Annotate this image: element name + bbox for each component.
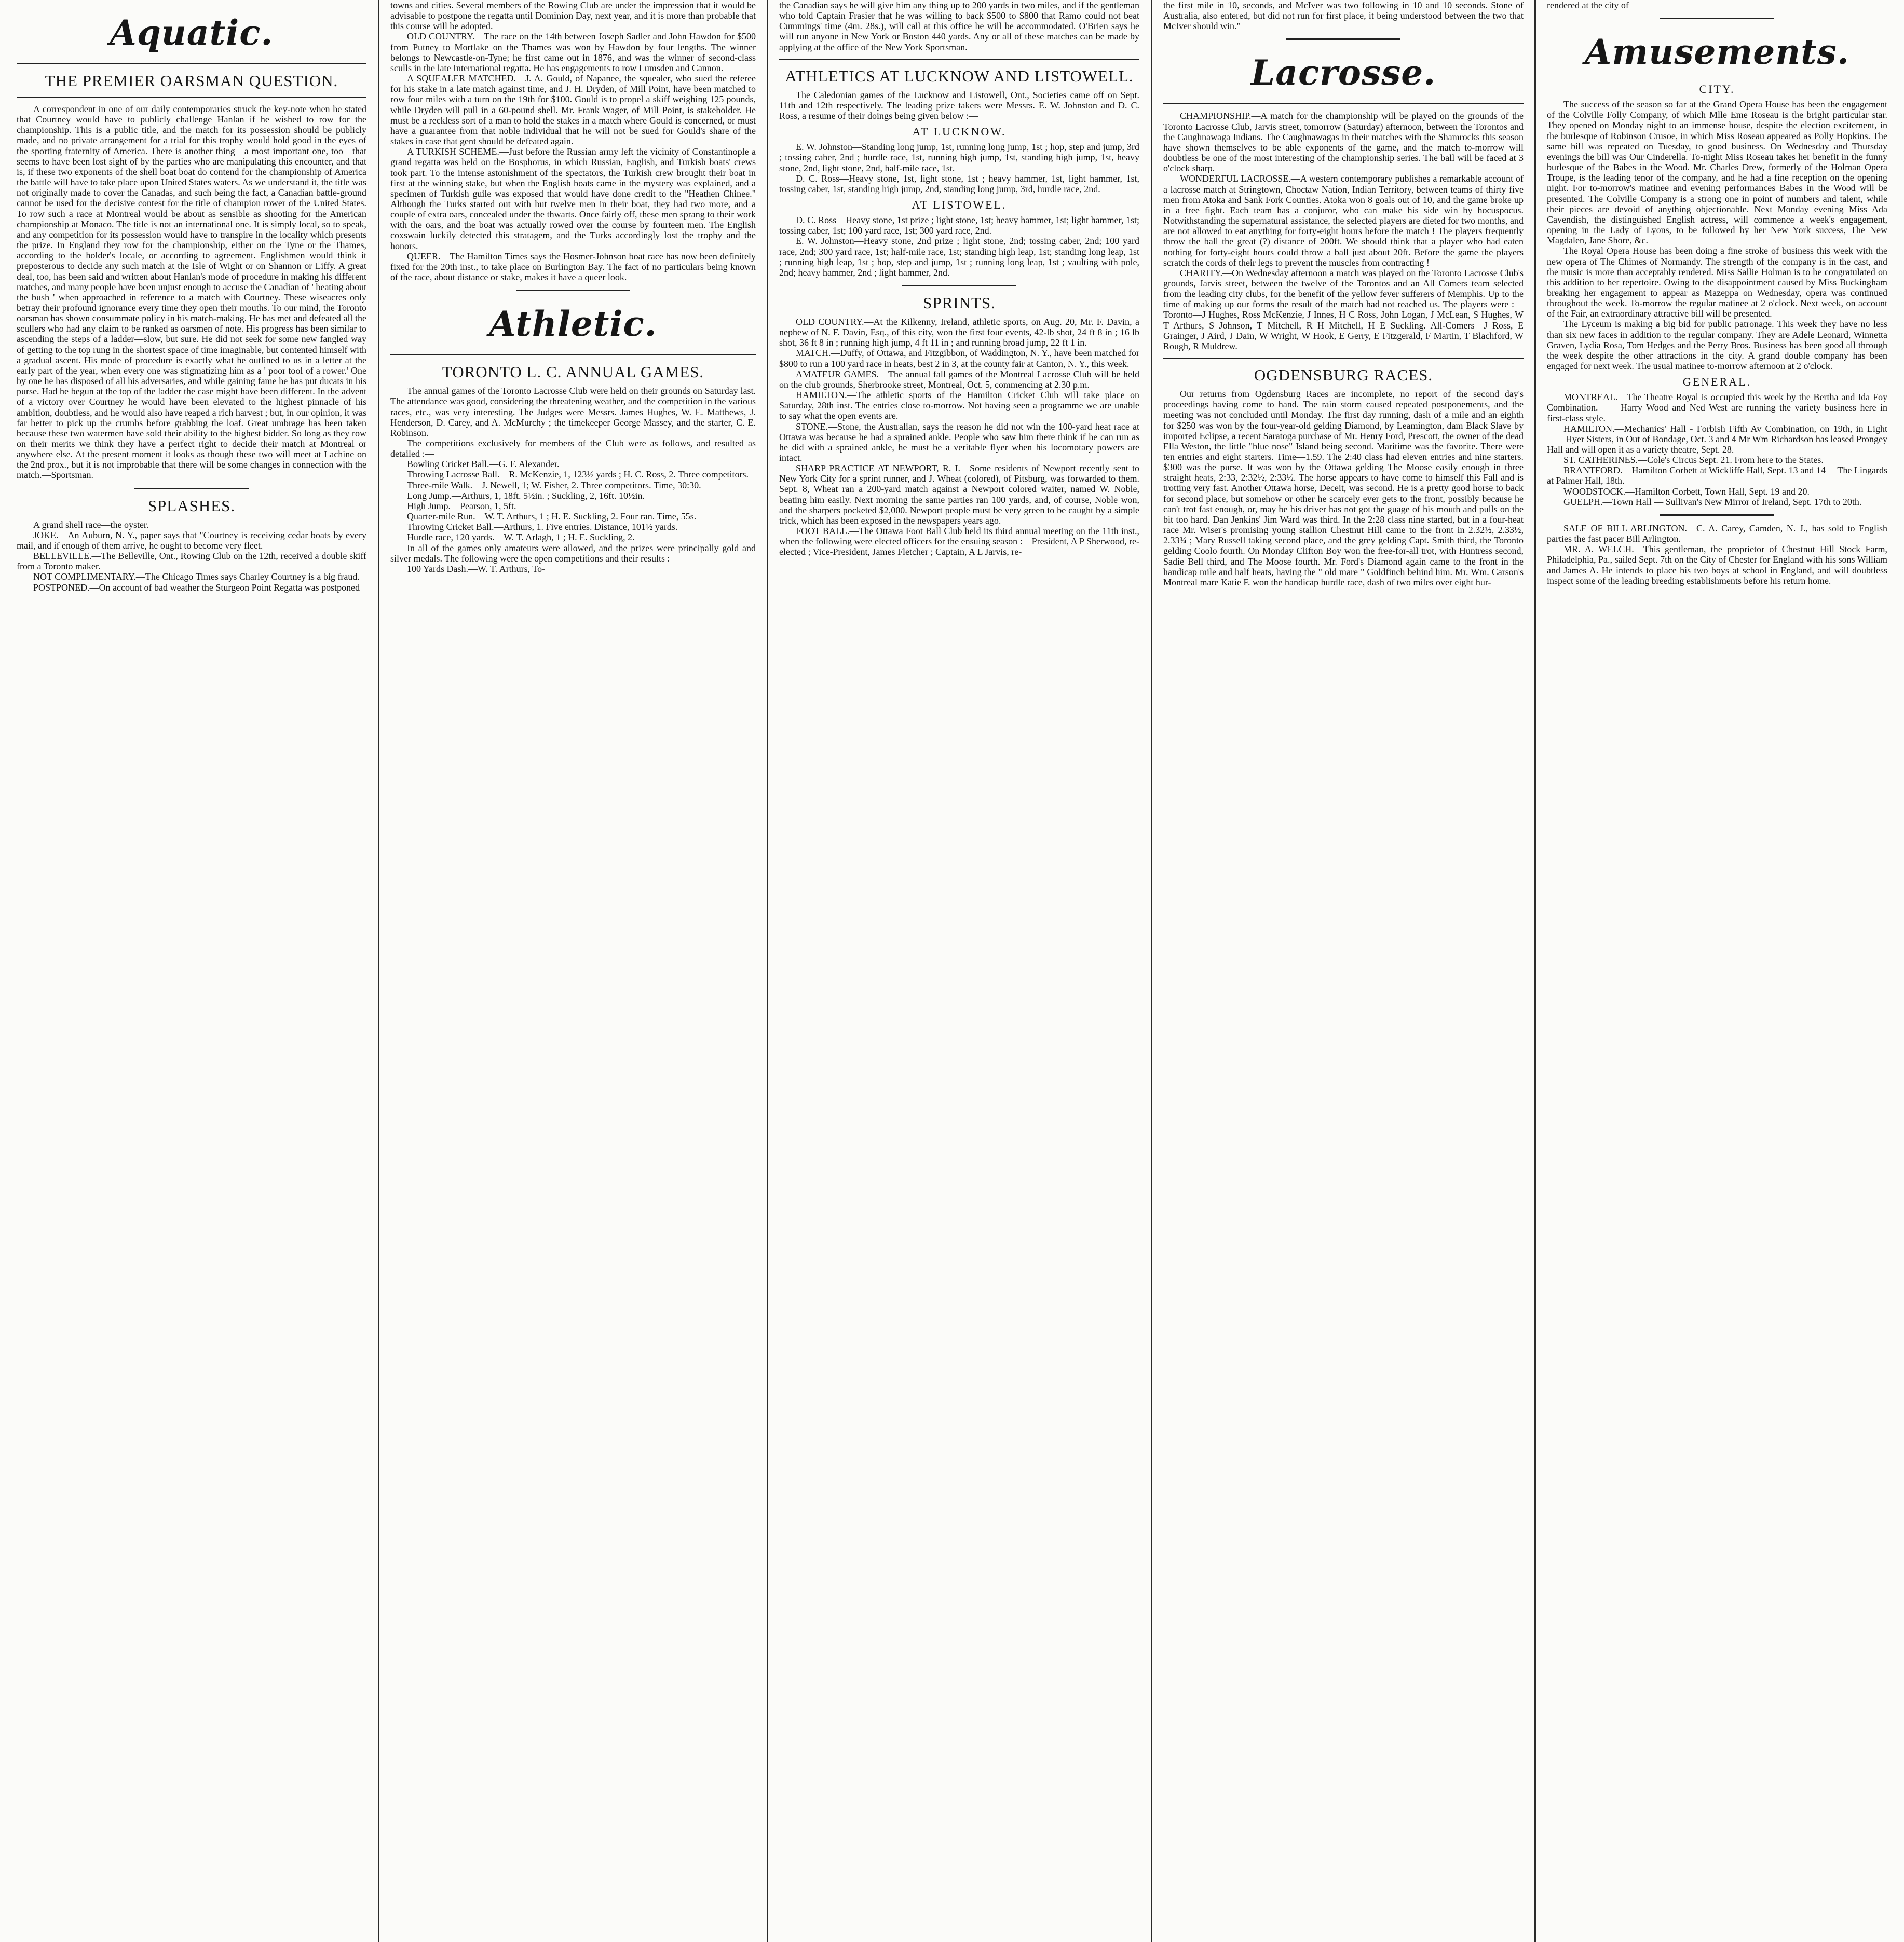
article-headline: SPRINTS. — [923, 293, 996, 312]
paragraph: CHAMPIONSHIP.—A match for the championship will be played on the grounds of the Toronto Lacrosse Club, Jarvis street, tomorrow (Saturday) afternoon, between the Torontos and the Caughnawaga Indians. The Caughnawagas in their matches with the Shamrocks this season have shown themselves to be able exponents of the game, and the match to-morrow will doubtless be one of the most interesting of the championship series. The ball will be faced at 3 o'clock sharp. — [1163, 111, 1524, 174]
paragraph: A TURKISH SCHEME.—Just before the Russian army left the vicinity of Constantinople a grand regatta was held on the Bosphorus, in which Russian, English, and Turkish boats' crews took part. To the intense astonishment of the spectators, the Turkish crew brought their boat in first at the winning stake, but when the English boats came in the mystery was explained, and a specimen of Turkish guile was exposed that would have done credit to the "Heathen Chinee." Although the Turks started out with but twelve men in their boat, they had two more, and a couple of extra oars, concealed under the thwarts. Once fairly off, these men sprang to their work with the oars, and the boat was actually rowed over the course by fourteen men. The English coxswain luckily detected this stratagem, and the Turks accordingly lost the trophy and the honors. — [390, 146, 756, 251]
paragraph: BRANTFORD.—Hamilton Corbett at Wickliffe Hall, Sept. 13 and 14 —The Lingards at Palmer Hall, 18th. — [1547, 465, 1887, 486]
paragraph: The competitions exclusively for members of the Club were as follows, and resulted as detailed :— — [390, 438, 756, 459]
column-rule-2 — [767, 0, 768, 1942]
paragraph: A correspondent in one of our daily contemporaries struck the key-note when he stated that Courtney would have to publicly challenge Hanlan if he wished to row for the championship. This is a public title, and the match for its possession should be publicly made, and no private arrangement for a trial for this trophy would hold good in the eyes of the sporting fraternity of America. There is another thing—a most important one, too—that seems to have been lost sight of by the parties who are manipulating this encounter, and that is, if these two exponents of the shell boat boat do contend for the championship of America the battle will have to take place upon United States waters. As we understand it, the title was not originally made to cover the Canadas, and such being the fact, a Canadian battle-ground cannot be used for the decisive contest for the title of champion rower of the United States. To row such a race at Montreal would be about as sensible as shooting for the American championship at Monaco. The title is not an international one. It is simply local, so to speak, and any competition for its possession would have to transpire in the locality which presents the prize. In England they row for the championship, either on the Tyne or the Thames, according to the holder's locale, or according to agreement. Englishmen would think it preposterous to decide any such match at the Isle of Wight or on Shannon or Liffy. A great deal, too, has been said and written about Hanlan's mode of procedure in making his different matches, and many people have been unjust enough to accuse the Canadian of ' beating about the bush ' when approached in reference to a match with Courtney. These wiseacres only betray their profound ignorance every time they open their mouths. To our mind, the Toronto oarsman has shown consummate policy in his match-making. He has met and defeated all the scullers who had any claim to be ranked as oarsmen of note. His progress has been similar to ascending the steps of a ladder—slow, but sure. He did not seek for some new fangled way of getting to the top rung in the shortest space of time imaginable, but contented himself with a gradual ascent. His mode of procedure is exactly what he outlined to us in a letter at the early part of the year, when every one was stigmatizing him as a ' poor tool of a rower.' One by one he has disposed of all his adversaries, and while gaining fame he has put ducats in his purse. Had he begun at the top of the ladder the case might have been different. In the advent of a victory over Courtney he would have been elevated to the highest pinnacle of his ambition, doubtless, and he would also have reaped a rich harvest ; but, in our opinion, it was far better to pick up the crumbs before grabbing the loaf. Great umbrage has been taken because these two watermen have sold their ability to the highest bidder. So long as they row on their merits we think they have a perfect right to decide their match at Montreal or anywhere else. At the present moment it looks as though these two will meet at Lachine on the 2nd prox., but it is not improbable that there will be some changes in connection with the match.—Sportsman. — [17, 104, 366, 481]
paragraph: D. C. Ross—Heavy stone, 1st prize ; light stone, 1st; heavy hammer, 1st; light hammer, 1st; tossing caber, 1st; 100 yard race, 1st; 300 yard race, 2nd. — [779, 215, 1139, 236]
column-rule-1 — [378, 0, 379, 1942]
section-heading: Aquatic. — [110, 12, 274, 53]
column-rule-3 — [1151, 0, 1152, 1942]
separator-dash — [902, 285, 1016, 286]
subheading: AT LUCKNOW. — [912, 125, 1007, 139]
paragraph: Our returns from Ogdensburg Races are incomplete, no report of the second day's proceedings having come to hand. The rain storm caused repeated postponements, and the meeting was not concluded until Monday. The first day running, dash of a mile and an eighth for $250 was won by the four-year-old gelding Diamond, by Leamington, dam Black Slave by imported Eclipse, a recent Saratoga purchase of Mr. Henry Ford, Prescott, the owner of the dead Ella Weston, the little "blue nose" Island being second. Maritime was the favorite. There were ten entries and eight starters. Time—1.59. The 2:40 class had eleven entries and nine starters. $300 was the purse. It was won by the Ottawa gelding The Moose easily enough in three straight heats, 2:33, 2:32½, 2:33½. The horse appears to have come to himself this Fall and is trotting very fast. Another Ottawa horse, Deceit, was second. He is a pretty good horse to back for second place, but somehow or other he scarcely ever gets to the front, possibly because he can't trot fast enough, or, may be his driver has not got the guage of his mouth and pulls on the bit too hard. Dan Jenkins' Jim Ward was third. In the 2:28 class nine started, but in a four-heat race Mr. Wiser's promising young stallion Chestnut Hill came to the front in 2.32½, 2.33½, 2.33¾ ; Mary Russell taking second place, and the grey gelding Capt. Smith third, the Toronto gelding Coolo fourth. On Monday Clifton Boy won the free-for-all trot, with Huntress second, Sadie Bell third, and The Moose fourth. Mr. Ford's Diamond again came to the front in the handicap mile and half heats, having the " old mare " Goldfinch behind him. Mr. Wm. Carson's Montreal mare Katie F. won the handicap hurdle race, dash of two miles over eight hur- — [1163, 389, 1524, 587]
paragraph: Throwing Lacrosse Ball.—R. McKenzie, 1, 123½ yards ; H. C. Ross, 2. Three competitors. — [407, 469, 749, 480]
paragraph: E. W. Johnston—Standing long jump, 1st, running long jump, 1st ; hop, step and jump, 3rd ; tossing caber, 2nd ; hurdle race, 1st, running high jump, 1st, standing high jump, 1st, heavy stone, 2nd, light stone, 2nd, half-mile race, 1st. — [779, 142, 1139, 173]
section-heading: Athletic. — [489, 304, 657, 345]
column-1 — [7, 0, 376, 1942]
paragraph: OLD COUNTRY.—At the Kilkenny, Ireland, athletic sports, on Aug. 20, Mr. F. Davin, a nephew of N. F. Davin, Esq., of this city, won the first four events, 42-lb shot, 24 ft 8 in ; 16 lb shot, 36 ft 8 in ; running high jump, 4 ft 11 in ; and running broad jump, 22 ft 1 in. — [779, 316, 1139, 348]
paragraph: ST. CATHERINES.—Cole's Circus Sept. 21. From here to the States. — [1563, 455, 1824, 466]
paragraph: the Canadian says he will give him any thing up to 200 yards in two miles, and if the gentleman who told Captain Frasier that he was willing to back $500 to $800 that Ramo could not beat Cummings' time (4m. 28s.), will call at this office he will be accommodated. O'Brien says he will run anyone in New York or Boston 440 yards. Any or all of these matches can be made by applying at the office of the New York Sportsman. — [779, 0, 1139, 52]
paragraph: BELLEVILLE.—The Belleville, Ont., Rowing Club on the 12th, received a double skiff from a Toronto maker. — [17, 551, 366, 572]
paragraph: POSTPONED.—On account of bad weather the Sturgeon Point Regatta was postponed — [33, 582, 360, 593]
paragraph: A grand shell race—the oyster. — [33, 519, 149, 530]
separator-dash — [1660, 514, 1774, 516]
paragraph: QUEER.—The Hamilton Times says the Hosmer-Johnson boat race has now been definitely fixed for the 20th inst., to take place on Burlington Bay. The fact of no particulars being known of the race, about distance or stake, makes it have a queer look. — [390, 251, 756, 283]
paragraph: towns and cities. Several members of the Rowing Club are under the impression that it would be advisable to postpone the regatta until Dominion Day, next year, and it is more than probable that this course will be adopted. — [390, 0, 756, 32]
horizontal-rule — [1163, 358, 1524, 359]
paragraph: WONDERFUL LACROSSE.—A western contemporary publishes a remarkable account of a lacrosse match at Stringtown, Choctaw Nation, Indian Territory, between teams of thirty five men from Atoka and Sank Fork Counties. Atoka won 8 goals out of 10, and the game broke up in a free fight. Each team has a conjuror, who can make his side win by hocuspocus. Notwithstanding the supernatural assistance, the selected players are dieted for two months, and are not allowed to eat anything for forty-eight hours before the match ! The players frequently throw the ball the great (?) distance of 200ft. We should think that a player who had eaten nothing for forty-eight hours could throw a ball just about 20ft. Before the game the players scratch the cords of their legs to prevent the muscles from contracting ! — [1163, 173, 1524, 268]
paragraph: STONE.—Stone, the Australian, says the reason he did not win the 100-yard heat race at Ottawa was because he had a sprained ankle. People who saw him there think if he can run as he did with a sprained ankle, he must be a veritable flyer when his locomotary powers are intact. — [779, 421, 1139, 463]
horizontal-rule — [390, 354, 756, 355]
column-4 — [1154, 0, 1533, 1942]
horizontal-rule — [17, 97, 366, 98]
column-2 — [381, 0, 765, 1942]
paragraph: The Royal Opera House has been doing a fine stroke of business this week with the new opera of The Chimes of Normandy. The strength of the company is in the cast, and the music is more than acceptably rendered. Miss Sallie Holman is to be congratulated on this addition to her repertoire. Owing to the disappointment caused by Miss Buckingham breaking her engagement to appear as Mazeppa on Wednesday, opera was continued throughout the week. To-morrow the regular matinee at 2 o'clock. Next week, on account of the Fair, an extraordinary attractive bill will be presented. — [1547, 245, 1887, 319]
paragraph: Three-mile Walk.—J. Newell, 1; W. Fisher, 2. Three competitors. Time, 30:30. — [407, 480, 701, 490]
paragraph: HAMILTON.—The athletic sports of the Hamilton Cricket Club will take place on Saturday, 28th inst. The entries close to-morrow. Not having seen a programme we are unable to say what the open events are. — [779, 390, 1139, 421]
article-headline: THE PREMIER OARSMAN QUESTION. — [45, 72, 338, 90]
paragraph: E. W. Johnston—Heavy stone, 2nd prize ; light stone, 2nd; tossing caber, 2nd; 100 yard race, 2nd; 300 yard race, 1st; half-mile race, 1st; standing high leap, 1st; standing long leap, 1st ; running high leap, 1st ; hop, step and jump, 1st ; running long leap, 1st ; vaulting with pole, 2nd; heavy hammer, 2nd ; light hammer, 2nd. — [779, 236, 1139, 278]
paragraph: A SQUEALER MATCHED.—J. A. Gould, of Napanee, the squealer, who sued the referee for his stake in a late match against time, and J. H. Dryden, of Mill Point, have been matched to row four miles with a turn on the 19th for $100. Gould is to propel a skiff weighing 125 pounds, while Dryden will pull in a 60-pound shell. Mr. Frank Wager, of Mill Point, is stakeholder. He must be a reckless sort of a man to hold the stakes in a match where Gould is concerned, or must have a guarantee from that noble individual that he will not be sued for Gould's share of the stakes in case that gent should be defeated again. — [390, 73, 756, 147]
horizontal-rule — [17, 63, 366, 64]
paragraph: rendered at the city of — [1547, 0, 1629, 10]
section-heading: Lacrosse. — [1250, 52, 1436, 93]
paragraph: Long Jump.—Arthurs, 1, 18ft. 5½in. ; Suckling, 2, 16ft. 10½in. — [407, 490, 645, 501]
paragraph: In all of the games only amateurs were allowed, and the prizes were principally gold and silver medals. The following were the open competitions and their results : — [390, 542, 756, 564]
article-headline: SPLASHES. — [147, 496, 236, 515]
paragraph: AMATEUR GAMES.—The annual fall games of the Montreal Lacrosse Club will be held on the club grounds, Sherbrooke street, Montreal, Oct. 5, commencing at 2.30 p.m. — [779, 368, 1139, 390]
paragraph: MR. A. WELCH.—This gentleman, the proprietor of Chestnut Hill Stock Farm, Philadelphia, Pa., sailed Sept. 7th on the City of Chester for England with his sons William and James A. He intends to place his two boys at school in England, and will doubtless inspect some of the leading breeding establishments before his return home. — [1547, 544, 1887, 586]
article-headline: TORONTO L. C. ANNUAL GAMES. — [442, 363, 704, 381]
column-5 — [1538, 0, 1897, 1942]
separator-dash — [1286, 38, 1400, 40]
paragraph: MATCH.—Duffy, of Ottawa, and Fitzgibbon, of Waddington, N. Y., have been matched for $800 to run a 100 yard race in heats, best 2 in 3, at the county fair at Canton, N. Y., this week. — [779, 348, 1139, 369]
paragraph: Bowling Cricket Ball.—G. F. Alexander. — [407, 459, 560, 470]
paragraph: HAMILTON.—Mechanics' Hall - Forbish Fifth Av Combination, on 19th, in Light ——Hyer Sisters, in Out of Bondage, Oct. 3 and 4 Mr Wm Richardson has leased Prongey Hall and will open it as a variety theatre, Sept. 28. — [1547, 423, 1887, 455]
paragraph: The Lyceum is making a big bid for public patronage. This week they have no less than six new faces in addition to the regular company. They are Adele Leonard, Winnetta Graven, Lydia Rosa, Tom Hedges and the Perry Bros. Business has been good all through the week despite the other attractions in the city. A grand double company has been engaged for next week. The usual matinee to-morrow afternoon at 2 o'clock. — [1547, 319, 1887, 372]
paragraph: D. C. Ross—Heavy stone, 1st, light stone, 1st ; heavy hammer, 1st, light hammer, 1st, tossing caber, 1st, standing high jump, 2nd, standing long jump, 3rd, hurdle race, 2nd. — [779, 173, 1139, 194]
paragraph: FOOT BALL.—The Ottawa Foot Ball Club held its third annual meeting on the 11th inst., when the following were elected officers for the ensuing season :—President, A P Sherwood, re-elected ; Vice-President, James Fletcher ; Captain, A L Jarvis, re- — [779, 526, 1139, 557]
section-heading: Amusements. — [1585, 32, 1849, 73]
paragraph: OLD COUNTRY.—The race on the 14th between Joseph Sadler and John Hawdon for $500 from Putney to Mortlake on the Thames was won by Hawdon by four lengths. The winner belongs to Newcastle-on-Tyne; he first came out in 1876, and was the winner of second-class sculls in the late International regatta. He has engagements to row Lumsden and Cannon. — [390, 31, 756, 73]
newspaper-page — [7, 0, 1897, 1942]
paragraph: JOKE.—An Auburn, N. Y., paper says that "Courtney is receiving cedar boats by every mail, and if enough of them arrive, he ought to become very fleet. — [17, 529, 366, 551]
paragraph: NOT COMPLIMENTARY.—The Chicago Times says Charley Courtney is a big fraud. — [33, 571, 360, 582]
horizontal-rule — [1163, 103, 1524, 104]
paragraph: The annual games of the Toronto Lacrosse Club were held on their grounds on Saturday last. The attendance was good, considering the threatening weather, and the competition in the various races, etc., was very interesting. The Judges were Messrs. James Hughes, W. E. Matthews, J. Henderson, D. Carey, and A. McMurchy ; the timekeeper George Massey, and the starter, C. E. Robinson. — [390, 386, 756, 438]
paragraph: Throwing Cricket Ball.—Arthurs, 1. Five entries. Distance, 101½ yards. — [407, 522, 678, 532]
subheading: CITY. — [1699, 83, 1735, 96]
subheading: AT LISTOWEL. — [912, 198, 1007, 212]
paragraph: Quarter-mile Run.—W. T. Arthurs, 1 ; H. E. Suckling, 2. Four ran. Time, 55s. — [407, 511, 697, 522]
paragraph: CHARITY.—On Wednesday afternoon a match was played on the Toronto Lacrosse Club's grounds, Jarvis street, between the twelve of the Torontos and an All Comers team selected from the leading city clubs, for the benefit of the yellow fever sufferers of Memphis. Up to the time of making up our forms the result of the match had not reached us. The players were :—Toronto—J Hughes, Ross McKenzie, J Innes, H C Ross, John Logan, J McLean, S Hughes, W T Arthurs, S Johnson, T Mitchell, R H Mitchell, H E Suckling. All-Comers—J Ross, E Grainger, J Aird, J Dain, W Wright, W Hook, E Gerry, E Fitzgerald, F Martin, T Blachford, W Rough, R Muldrew. — [1163, 267, 1524, 351]
subheading: GENERAL. — [1682, 375, 1752, 389]
paragraph: The success of the season so far at the Grand Opera House has been the engagement of the Colville Folly Company, of which Mlle Eme Roseau is the bright particular star. They opened on Monday night to an immense house, despite the election excitement, in the burlesque of Robinson Crusoe, in which Miss Roseau appeared as Polly Hopkins. The same bill was repeated on Tuesday, to good business. On Wednesday and Thursday evenings the bill was Our Cinderella. To-night Miss Roseau takes her benefit in the funny burlesque of the Babes in the Wood. Mr. Charles Drew, formerly of the Holman Opera Troupe, is the leading tenor of the company, and he had a fine reception on the opening night. For to-morrow's matinee and evening performances Babes in the Wood will be presented. The Colville Company is a strong one in point of numbers and talent, while their pieces are devoid of anything objectionable. Next Monday evening Miss Ada Cavendish, the distinguished English actress, will commence a week's engagement, opening in the Lady of Lyons, to be followed by her New York success, The New Magdalen, Jane Shore, &c. — [1547, 99, 1887, 246]
article-headline: ATHLETICS AT LUCKNOW AND LISTOWELL. — [785, 66, 1134, 85]
paragraph: MONTREAL.—The Theatre Royal is occupied this week by the Bertha and Ida Foy Combination. ——Harry Wood and Ned West are running the variety business here in first-class style. — [1547, 392, 1887, 423]
separator-dash — [1660, 18, 1774, 19]
column-3 — [770, 0, 1149, 1942]
paragraph: WOODSTOCK.—Hamilton Corbett, Town Hall, Sept. 19 and 20. — [1563, 486, 1810, 497]
paragraph: GUELPH.—Town Hall — Sullivan's New Mirror of Ireland, Sept. 17th to 20th. — [1563, 496, 1862, 507]
paragraph: Hurdle race, 120 yards.—W. T. Arlagh, 1 ; H. E. Suckling, 2. — [407, 532, 635, 543]
paragraph: 100 Yards Dash.—W. T. Arthurs, To- — [407, 563, 546, 574]
paragraph: High Jump.—Pearson, 1, 5ft. — [407, 500, 516, 511]
horizontal-rule — [779, 59, 1139, 60]
separator-dash — [134, 488, 249, 489]
column-rule-4 — [1534, 0, 1536, 1942]
separator-dash — [516, 290, 630, 291]
paragraph: SHARP PRACTICE AT NEWPORT, R. I.—Some residents of Newport recently sent to New York City for a sprint runner, and J. Wheat (colored), of Pitsburg, was forwarded to them. Sept. 8, Wheat ran a 200-yard match against a Newport colored waiter, named W. Noble, beating him easily. Next morning the same parties ran 100 yards, and, of course, Noble won, and the sharpers pocketed $2,000. Newport people must be very green to be caught by a simple trick, which has been exposed in the newspapers years ago. — [779, 463, 1139, 526]
article-headline: OGDENSBURG RACES. — [1254, 366, 1433, 385]
paragraph: the first mile in 10, seconds, and McIver was two following in 10 and 10 seconds. Stone of Australia, also entered, but did not run for first place, it being understood between the two that McIver should win." — [1163, 0, 1524, 32]
paragraph: The Caledonian games of the Lucknow and Listowell, Ont., Societies came off on Sept. 11th and 12th respectively. The leading prize takers were Messrs. E. W. Johnston and D. C. Ross, a resume of their doings being given below :— — [779, 89, 1139, 121]
paragraph: SALE OF BILL ARLINGTON.—C. A. Carey, Camden, N. J., has sold to English parties the fast pacer Bill Arlington. — [1547, 523, 1887, 544]
